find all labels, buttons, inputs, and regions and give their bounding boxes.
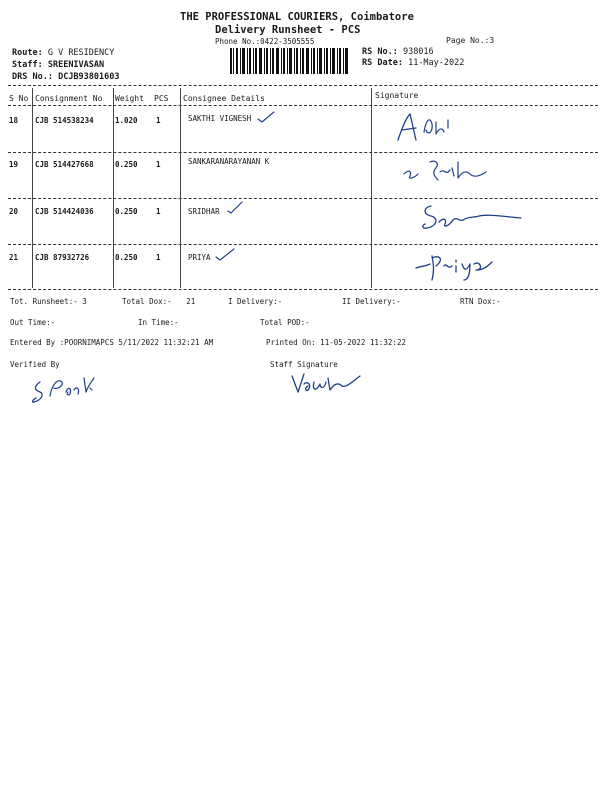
rs-number-label: RS No.: bbox=[362, 47, 398, 57]
rs-date-row bbox=[362, 58, 464, 68]
column-divider bbox=[180, 88, 181, 288]
i-delivery-label: I Delivery:- bbox=[228, 297, 283, 306]
total-runsheet bbox=[10, 297, 87, 306]
page-number: Page No.:3 bbox=[446, 36, 495, 45]
verifier-signature bbox=[28, 368, 108, 408]
rs-date-value: 11-May-2022 bbox=[408, 58, 465, 68]
in-time-label: In Time:- bbox=[138, 318, 179, 327]
total-dox-label: Total Dox:- bbox=[122, 297, 172, 306]
row-consignment: CJB 514427668 bbox=[35, 160, 94, 169]
table-top-divider bbox=[8, 85, 598, 86]
row-weight: 0.250 bbox=[115, 253, 138, 262]
row-pcs: 1 bbox=[156, 160, 161, 169]
staff-signature bbox=[286, 368, 366, 400]
row-sno: 21 bbox=[9, 253, 19, 262]
row-weight: 0.250 bbox=[115, 207, 138, 216]
route-value: G V RESIDENCY bbox=[47, 48, 115, 58]
rs-date-label: RS Date: bbox=[362, 58, 403, 68]
barcode bbox=[230, 48, 348, 74]
row-consignment: CJB 514538234 bbox=[35, 116, 94, 125]
column-divider bbox=[113, 88, 114, 288]
recipient-signature bbox=[400, 152, 500, 190]
recipient-signature bbox=[392, 108, 472, 148]
rtn-dox-label: RTN Dox:- bbox=[460, 297, 501, 306]
row-consignee: PRIYA bbox=[188, 253, 211, 262]
row-consignee: SAKTHI VIGNESH bbox=[188, 114, 252, 123]
header-weight: Weight bbox=[115, 94, 144, 103]
row-sno: 20 bbox=[9, 207, 19, 216]
ii-delivery-label: II Delivery:- bbox=[342, 297, 401, 306]
drs-label: DRS No.: bbox=[12, 72, 53, 82]
header-pcs: PCS bbox=[154, 94, 169, 103]
total-dox-value: 21 bbox=[186, 297, 196, 306]
column-divider bbox=[32, 88, 33, 288]
row-divider bbox=[8, 198, 598, 199]
phone-number: Phone No.:0422-3505555 bbox=[215, 37, 315, 46]
row-weight: 0.250 bbox=[115, 160, 138, 169]
column-divider bbox=[371, 88, 372, 288]
row-consignment: CJB 514424036 bbox=[35, 207, 94, 216]
header-sno: S No bbox=[9, 94, 29, 103]
total-pod-label: Total POD:- bbox=[260, 318, 310, 327]
header-consignee: Consignee Details bbox=[183, 94, 265, 103]
staff-row bbox=[12, 60, 104, 70]
document-title: Delivery Runsheet - PCS bbox=[215, 24, 361, 36]
drs-row bbox=[12, 72, 120, 82]
route-label: Route: bbox=[12, 48, 43, 58]
recipient-signature bbox=[410, 248, 500, 286]
total-runsheet-value: 3 bbox=[82, 297, 87, 306]
total-runsheet-label: Tot. Runsheet:- bbox=[10, 297, 78, 306]
staff-value: SREENIVASAN bbox=[47, 60, 105, 70]
header-signature: Signature bbox=[375, 91, 419, 100]
rs-number-value: 938016 bbox=[402, 47, 434, 57]
row-pcs: 1 bbox=[156, 253, 161, 262]
tick-mark bbox=[226, 200, 244, 216]
recipient-signature bbox=[415, 200, 535, 240]
route-row bbox=[12, 48, 114, 58]
verified-by-label: Verified By bbox=[10, 360, 60, 369]
drs-value: DCJB93801603 bbox=[58, 72, 120, 82]
tick-mark bbox=[214, 246, 236, 262]
row-consignee: SANKARANARAYANAN K bbox=[188, 157, 270, 166]
staff-signature-label: Staff Signature bbox=[270, 360, 338, 369]
row-consignment: CJB 87932726 bbox=[35, 253, 90, 262]
entered-by: Entered By :POORNIMAPCS 5/11/2022 11:32:21 AM bbox=[10, 338, 214, 347]
row-pcs: 1 bbox=[156, 207, 161, 216]
staff-label: Staff: bbox=[12, 60, 43, 70]
company-name: THE PROFESSIONAL COURIERS, Coimbatore bbox=[180, 11, 414, 23]
row-pcs: 1 bbox=[156, 116, 161, 125]
barcode-graphic bbox=[230, 48, 348, 74]
row-sno: 18 bbox=[9, 116, 19, 125]
row-consignee: SRIDHAR bbox=[188, 207, 220, 216]
row-divider bbox=[8, 244, 598, 245]
row-divider bbox=[8, 152, 598, 153]
tick-mark bbox=[256, 110, 276, 124]
header-consignment: Consignment No bbox=[35, 94, 103, 103]
rs-number-row bbox=[362, 47, 434, 57]
printed-on: Printed On: 11-05-2022 11:32:22 bbox=[266, 338, 406, 347]
header-divider bbox=[8, 105, 598, 106]
row-sno: 19 bbox=[9, 160, 19, 169]
out-time-label: Out Time:- bbox=[10, 318, 56, 327]
row-weight: 1.020 bbox=[115, 116, 138, 125]
total-dox bbox=[122, 297, 195, 306]
table-bottom-divider bbox=[8, 289, 598, 290]
